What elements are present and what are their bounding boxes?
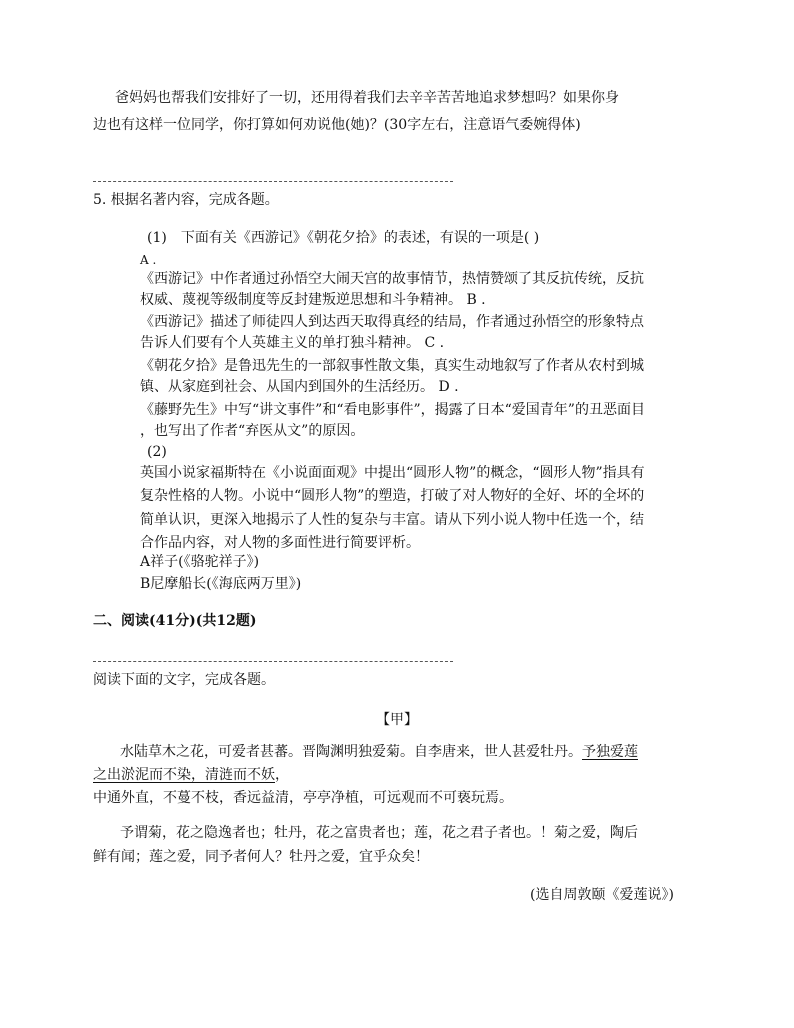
choice-a: A祥子(《骆驼祥子》) [140, 554, 260, 570]
sub2-para-line-4: 合作品内容，对人物的多面性进行简要评析。 [140, 535, 420, 551]
option-a-line-1: 《西游记》中作者通过孙悟空大闹天宫的故事情节，热情赞颂了其反抗传统，反抗 [140, 271, 644, 287]
reading-instruction: 阅读下面的文字，完成各题。 [93, 672, 275, 688]
section-2-heading: 二、阅读(41分)(共12题) [93, 613, 257, 629]
question-5-title: 5. 根据名著内容，完成各题。 [93, 192, 279, 208]
option-c-line-2: 镇、从家庭到社会、从国内到国外的生活经历。 D . [140, 379, 459, 395]
sub2-para-line-1: 英国小说家福斯特在《小说面面观》中提出“圆形人物”的概念，“圆形人物”指具有 [140, 465, 645, 481]
passage-line-1 [120, 742, 638, 762]
passage-source: (选自周敦颐《爱莲说》) [530, 887, 674, 903]
subquestion-1: (1) 下面有关《西游记》《朝花夕拾》的表述，有误的一项是( ) [147, 230, 540, 246]
separator-line [93, 661, 453, 662]
separator-line [93, 181, 453, 182]
option-b-line-2: 告诉人们要有个人英雄主义的单打独斗精神。 C . [140, 335, 445, 351]
option-a-line-2: 权威、蔑视等级制度等反封建叛逆思想和斗争精神。 B . [140, 292, 486, 308]
passage-line-5: 鲜有闻；莲之爱，同予者何人？牡丹之爱，宜乎众矣！ [93, 849, 429, 865]
option-a-mark: A . [140, 253, 157, 267]
option-d-line-1: 《藤野先生》中写“讲文事件”和“看电影事件”，揭露了日本“爱国青年”的丑恶面目 [140, 402, 645, 418]
subquestion-2: (2) [147, 444, 167, 460]
passage-line-4: 予谓菊，花之隐逸者也；牡丹，花之富贵者也；莲，花之君子者也。！菊之爱，陶后 [120, 825, 638, 841]
choice-b: B尼摩船长(《海底两万里》) [140, 576, 302, 592]
sub2-para-line-3: 简单认识，更深入地揭示了人性的复杂与丰富。请从下列小说人物中任选一个，结 [140, 512, 644, 528]
passage-line-2 [93, 765, 289, 785]
option-c-line-1: 《朝花夕拾》是鲁迅先生的一部叙事性散文集，真实生动地叙写了作者从农村到城 [140, 358, 644, 374]
passage-line-3: 中通外直，不蔓不枝，香远益清，亭亭净植，可远观而不可亵玩焉。 [93, 790, 513, 806]
passage-label-jia: 【甲】 [376, 712, 418, 728]
passage-text: ， [275, 767, 289, 783]
option-d-line-2: ，也写出了作者“弃医从文”的原因。 [140, 423, 365, 439]
sub2-para-line-2: 复杂性格的人物。小说中“圆形人物”的塑造，打破了对人物好的全好、坏的全坏的 [140, 488, 645, 504]
underlined-phrase: 之出淤泥而不染，清涟而不妖 [93, 767, 275, 783]
intro-line-1: 爸妈妈也帮我们安排好了一切，还用得着我们去辛辛苦苦地追求梦想吗？如果你身 [115, 90, 619, 106]
underlined-phrase: 予独爱莲 [582, 744, 638, 760]
option-b-line-1: 《西游记》描述了师徒四人到达西天取得真经的结局，作者通过孙悟空的形象特点 [140, 314, 644, 330]
passage-text: 水陆草木之花，可爱者甚蕃。晋陶渊明独爱菊。自李唐来，世人甚爱牡丹。 [120, 744, 582, 760]
intro-line-2: 边也有这样一位同学，你打算如何劝说他(她)？(30字左右，注意语气委婉得体) [93, 117, 581, 133]
